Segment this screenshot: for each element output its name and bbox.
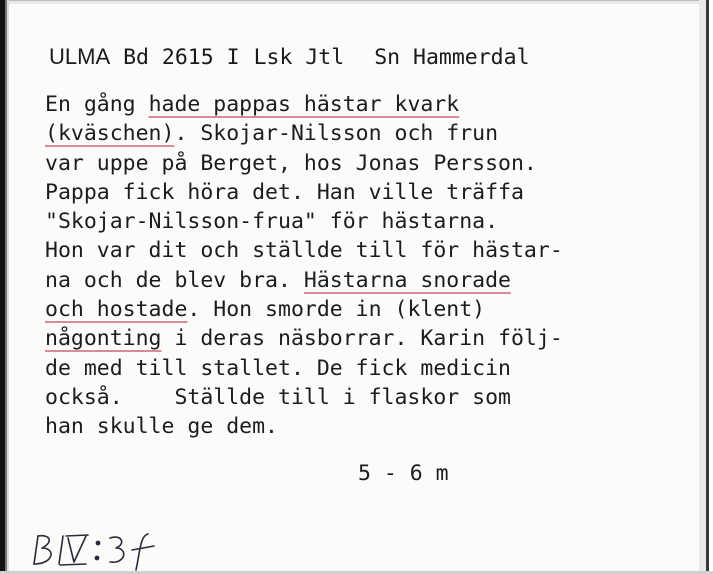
region-code: Lsk Jtl (253, 45, 345, 70)
underlined-phrase: hade pappas hästar kvark (148, 92, 460, 117)
underlined-phrase: Hästarna snorade (303, 267, 511, 293)
text-segment: . Hon smorde in (klent) (187, 297, 486, 323)
transcript-line (45, 266, 705, 295)
text-segment: han skulle ge dem. (45, 414, 278, 440)
transcript-line (45, 149, 705, 178)
underlined-phrase: någonting (45, 326, 162, 352)
text-segment: na och de blev bra. (45, 267, 304, 293)
transcript-text (45, 90, 705, 442)
text-segment: . Skojar-Nilsson och frun (174, 121, 499, 147)
text-segment: "Skojar-Nilsson-frua" för hästarna. (45, 209, 499, 235)
text-segment: En gång (45, 92, 149, 117)
card-header (49, 44, 530, 70)
card-edge-top (0, 0, 713, 4)
transcript-line (45, 119, 705, 148)
underlined-phrase: (kväschen) (45, 121, 175, 147)
transcript-line (45, 324, 705, 353)
text-segment: de med till stallet. De fick medicin (45, 355, 511, 381)
transcript-line (45, 236, 705, 265)
text-segment: också. Ställde till i flaskor som (45, 384, 511, 410)
text-segment: var uppe på Berget, hos Jonas Persson. (45, 150, 537, 176)
transcript-line (45, 412, 705, 441)
transcript-line (45, 295, 705, 324)
card-edge-left (0, 0, 9, 574)
volume-number: Bd 2615 I (123, 45, 240, 70)
parish-name: Sn Hammerdal (374, 45, 530, 70)
transcript-line (45, 90, 705, 119)
text-segment: i deras näsborrar. Karin följ- (161, 326, 563, 352)
transcript-line (45, 354, 705, 383)
transcript-line (45, 207, 705, 236)
text-segment: Hon var dit och ställde till för hästar- (45, 238, 563, 264)
handwritten-signum (30, 528, 180, 572)
underlined-phrase: och hostade (45, 297, 188, 323)
transcript-line (45, 178, 705, 207)
archive-code: ULMA (49, 44, 111, 69)
transcript-line (45, 383, 705, 412)
text-segment: Pappa fick höra det. Han ville träffa (45, 179, 524, 205)
duration-note: 5 - 6 m (358, 461, 449, 486)
